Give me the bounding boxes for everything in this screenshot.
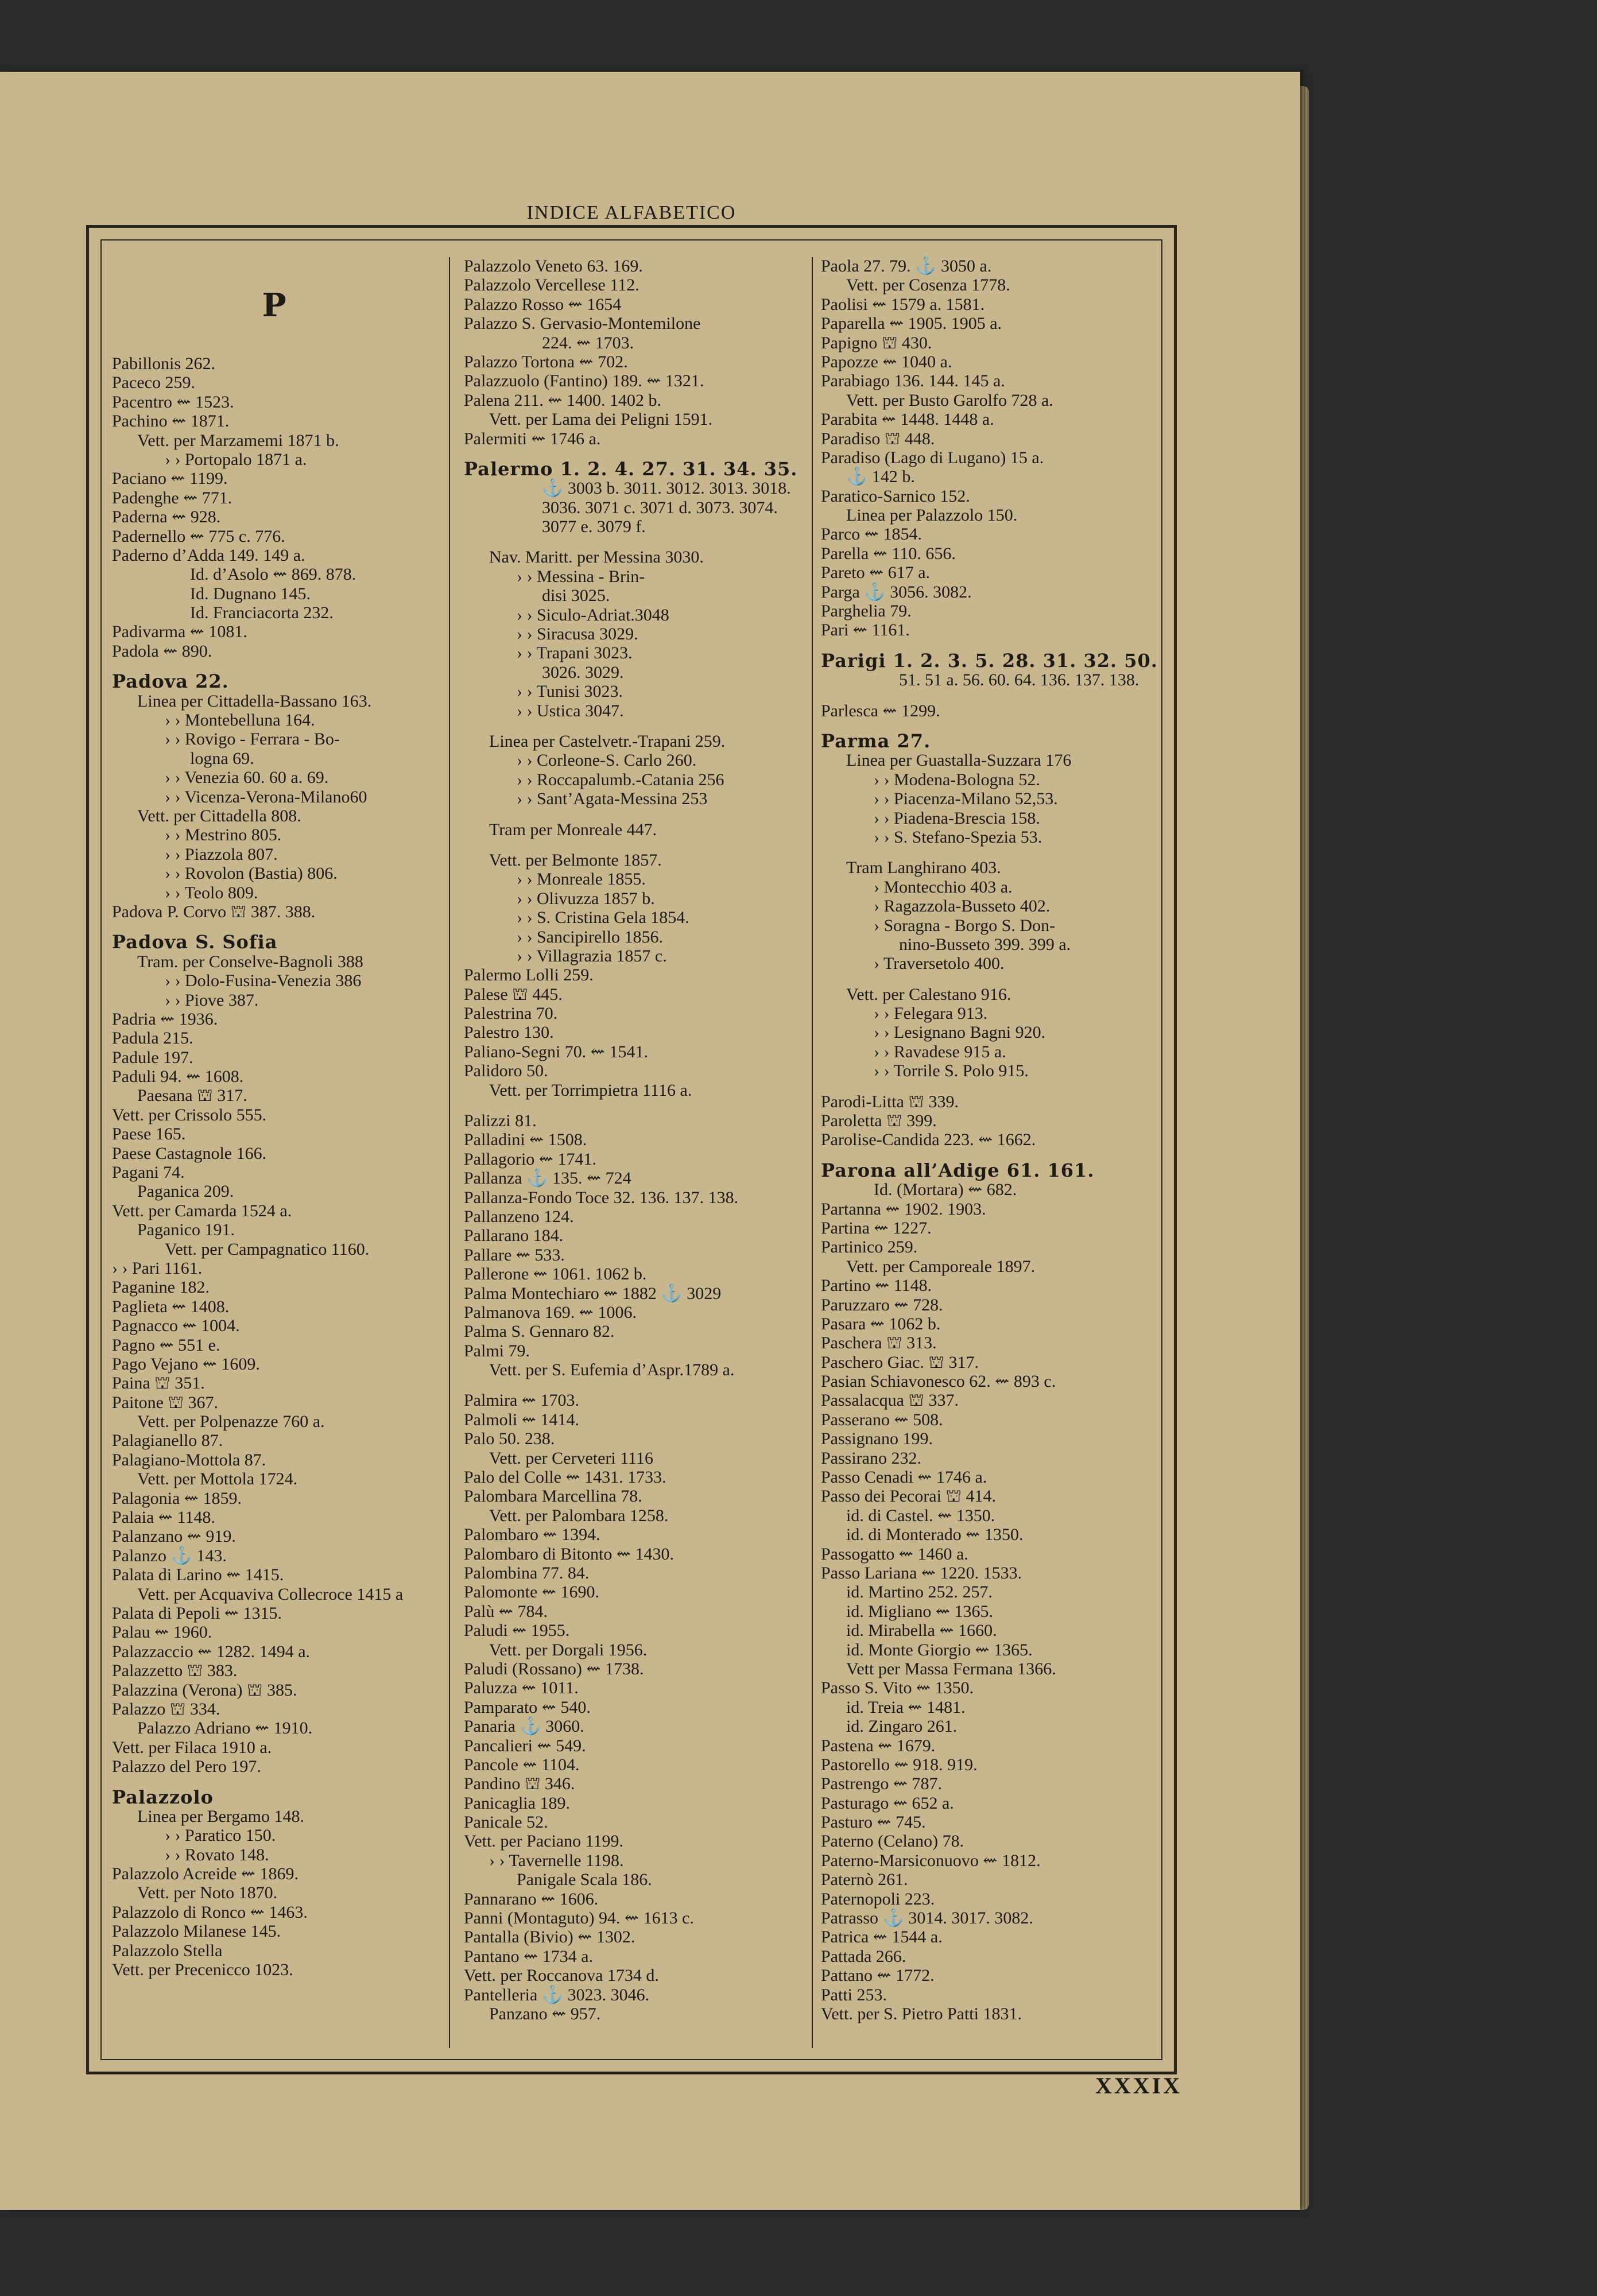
index-entry: Vett. per Crissolo 555. bbox=[112, 1105, 267, 1124]
index-entry: Partina ⇜ 1227. bbox=[821, 1218, 932, 1238]
index-entry: Passo dei Pecorai ⛫ 414. bbox=[821, 1487, 997, 1506]
page-number: XXXIX bbox=[1095, 2073, 1183, 2099]
index-entry: Pari ⇜ 1161. bbox=[821, 620, 910, 640]
index-entry: Vett. per Camporeale 1897. bbox=[846, 1256, 1036, 1276]
index-entry: Pallerone ⇜ 1061. 1062 b. bbox=[464, 1265, 647, 1284]
index-entry: disi 3025. bbox=[542, 586, 610, 606]
index-entry: Partino ⇜ 1148. bbox=[821, 1276, 932, 1296]
index-entry: Parlesca ⇜ 1299. bbox=[821, 701, 940, 720]
index-entry: › › Tunisi 3023. bbox=[517, 682, 623, 701]
line-gap bbox=[821, 690, 1171, 701]
index-entry: Vett. per Roccanova 1734 d. bbox=[464, 1966, 659, 1985]
index-entry: Palau ⇜ 1960. bbox=[112, 1623, 212, 1642]
index-entry: Paluzza ⇜ 1011. bbox=[464, 1678, 579, 1698]
index-entry: Pagnacco ⇜ 1004. bbox=[112, 1316, 240, 1336]
index-entry: › › Siculo-Adriat.3048 bbox=[517, 605, 669, 625]
index-entry: › › Mestrino 805. bbox=[165, 825, 282, 845]
index-entry: Parolise-Candida 223. ⇜ 1662. bbox=[821, 1130, 1036, 1150]
index-entry: Passo S. Vito ⇜ 1350. bbox=[821, 1678, 974, 1698]
index-entry: Parco ⇜ 1854. bbox=[821, 525, 922, 544]
index-entry: Pasian Schiavonesco 62. ⇜ 893 c. bbox=[821, 1372, 1056, 1391]
index-entry: Linea per Bergamo 148. bbox=[137, 1806, 305, 1826]
index-entry: Vett. per Acquaviva Collecroce 1415 a bbox=[137, 1584, 404, 1604]
index-entry: Palazzo Rosso ⇜ 1654 bbox=[464, 294, 622, 314]
index-entry: Pantalla (Bivio) ⇜ 1302. bbox=[464, 1927, 635, 1947]
index-entry: Id. (Mortara) ⇜ 682. bbox=[874, 1180, 1017, 1200]
index-entry: id. Zingaro 261. bbox=[846, 1717, 958, 1736]
index-entry: Paparella ⇜ 1905. 1905 a. bbox=[821, 314, 1002, 333]
index-entry: Palazzo Tortona ⇜ 702. bbox=[464, 352, 628, 371]
index-entry: Paolisi ⇜ 1579 a. 1581. bbox=[821, 294, 985, 314]
section-letter: P bbox=[262, 286, 286, 324]
index-entry: › › Villagrazia 1857 c. bbox=[517, 946, 667, 965]
index-entry: Paitone ⛫ 367. bbox=[112, 1393, 219, 1412]
index-entry: Panicaglia 189. bbox=[464, 1793, 570, 1813]
index-entry: › › Pari 1161. bbox=[112, 1258, 203, 1278]
index-entry: Palo 50. 238. bbox=[464, 1429, 555, 1449]
index-entry: Vett. per Dorgali 1956. bbox=[489, 1640, 648, 1659]
index-entry: 3036. 3071 c. 3071 d. 3073. 3074. bbox=[542, 498, 778, 517]
index-entry: Palagonia ⇜ 1859. bbox=[112, 1488, 242, 1508]
index-entry: Padria ⇜ 1936. bbox=[112, 1009, 218, 1029]
index-entry: Palladini ⇜ 1508. bbox=[464, 1130, 587, 1150]
index-entry: Palombara Marcellina 78. bbox=[464, 1487, 642, 1506]
index-entry: › › Lesignano Bagni 920. bbox=[874, 1023, 1046, 1042]
column-separator-2 bbox=[812, 257, 813, 2048]
index-entry: Vett. per Palombara 1258. bbox=[489, 1506, 669, 1525]
index-headword: Parigi 1. 2. 3. 5. 28. 31. 32. 50. bbox=[821, 649, 1158, 672]
index-entry: Palazzuolo (Fantino) 189. ⇜ 1321. bbox=[464, 371, 704, 391]
index-entry: Pattano ⇜ 1772. bbox=[821, 1966, 935, 1985]
index-entry: Paina ⛫ 351. bbox=[112, 1374, 205, 1393]
index-entry: Pacentro ⇜ 1523. bbox=[112, 392, 234, 412]
index-entry: Paroletta ⛫ 399. bbox=[821, 1111, 937, 1131]
index-entry: Palazzolo Stella bbox=[112, 1941, 223, 1960]
index-entry: Vett. per Paciano 1199. bbox=[464, 1832, 623, 1851]
index-entry: Patrasso ⚓ 3014. 3017. 3082. bbox=[821, 1909, 1033, 1928]
index-entry: id. Treia ⇜ 1481. bbox=[846, 1697, 966, 1717]
index-entry: Passalacqua ⛫ 337. bbox=[821, 1391, 959, 1410]
index-entry: Palmi 79. bbox=[464, 1341, 530, 1360]
index-entry: Nav. Maritt. per Messina 3030. bbox=[489, 548, 704, 567]
index-entry: Pandino ⛫ 346. bbox=[464, 1774, 575, 1794]
index-entry: Paola 27. 79. ⚓ 3050 a. bbox=[821, 257, 992, 276]
index-entry: Vett. per Camarda 1524 a. bbox=[112, 1201, 292, 1220]
index-entry: › › Trapani 3023. bbox=[517, 643, 633, 663]
page-header: INDICE ALFABETICO bbox=[526, 202, 737, 223]
index-entry: Vett. per Calestano 916. bbox=[846, 984, 1011, 1004]
index-entry: Palizzi 81. bbox=[464, 1111, 537, 1131]
index-entry: Pasara ⇜ 1062 b. bbox=[821, 1314, 941, 1333]
index-entry: Vett. per Belmonte 1857. bbox=[489, 850, 662, 870]
index-entry: Paese 165. bbox=[112, 1124, 186, 1144]
index-entry: Palazzolo Acreide ⇜ 1869. bbox=[112, 1864, 299, 1884]
index-column-3 bbox=[821, 257, 1171, 2059]
index-entry: Paciano ⇜ 1199. bbox=[112, 469, 228, 488]
index-entry: Pancole ⇜ 1104. bbox=[464, 1755, 580, 1774]
index-entry: Pantano ⇜ 1734 a. bbox=[464, 1946, 594, 1966]
index-entry: Palazzo del Pero 197. bbox=[112, 1757, 261, 1777]
index-entry: Palomonte ⇜ 1690. bbox=[464, 1583, 599, 1602]
index-entry: Pastorello ⇜ 918. 919. bbox=[821, 1755, 978, 1774]
index-entry: Parghelia 79. bbox=[821, 602, 912, 621]
index-entry: Passo Lariana ⇜ 1220. 1533. bbox=[821, 1564, 1022, 1583]
index-entry: Papigno ⛫ 430. bbox=[821, 333, 932, 352]
index-entry: Vett per Massa Fermana 1366. bbox=[846, 1659, 1056, 1678]
index-entry: › › Modena-Bologna 52. bbox=[874, 770, 1040, 789]
index-entry: › › Piadena-Brescia 158. bbox=[874, 808, 1040, 828]
index-entry: Parodi-Litta ⛫ 339. bbox=[821, 1092, 959, 1111]
index-entry: Paruzzaro ⇜ 728. bbox=[821, 1295, 943, 1314]
index-entry: ⚓ 3003 b. 3011. 3012. 3013. 3018. bbox=[542, 479, 791, 498]
index-entry: Panicale 52. bbox=[464, 1813, 548, 1832]
index-entry: › › Tavernelle 1198. bbox=[489, 1851, 624, 1870]
index-entry: › Traversetolo 400. bbox=[874, 954, 1005, 974]
index-entry: › Ragazzola-Busseto 402. bbox=[874, 897, 1051, 916]
index-entry: Pallanzeno 124. bbox=[464, 1207, 574, 1226]
index-entry: › › Piazzola 807. bbox=[165, 844, 278, 864]
index-entry: Id. Dugnano 145. bbox=[190, 584, 311, 603]
index-entry: Vett. per Filaca 1910 a. bbox=[112, 1737, 272, 1757]
index-entry: › › Ustica 3047. bbox=[517, 701, 624, 720]
index-entry: Pallare ⇜ 533. bbox=[464, 1245, 565, 1265]
index-entry: Palmoli ⇜ 1414. bbox=[464, 1410, 579, 1429]
line-gap bbox=[464, 720, 808, 732]
index-entry: Palma Montechiaro ⇜ 1882 ⚓ 3029 bbox=[464, 1283, 722, 1303]
index-entry: Palazzo Adriano ⇜ 1910. bbox=[137, 1719, 313, 1738]
index-entry: Palidoro 50. bbox=[464, 1061, 548, 1081]
index-entry: Palazzo S. Gervasio-Montemilone bbox=[464, 314, 701, 333]
index-entry: Palazzolo Veneto 63. 169. bbox=[464, 257, 643, 276]
index-entry: Pareto ⇜ 617 a. bbox=[821, 563, 931, 583]
line-gap bbox=[464, 809, 808, 820]
index-entry: Papozze ⇜ 1040 a. bbox=[821, 352, 952, 371]
index-entry: › › Paratico 150. bbox=[165, 1826, 276, 1845]
index-entry: Parabita ⇜ 1448. 1448 a. bbox=[821, 410, 994, 429]
index-entry: Passogatto ⇜ 1460 a. bbox=[821, 1544, 968, 1564]
index-entry: Padule 197. bbox=[112, 1048, 193, 1067]
index-entry: Paratico-Sarnico 152. bbox=[821, 486, 970, 506]
index-entry: Palanzo ⚓ 143. bbox=[112, 1546, 227, 1565]
index-entry: › › Venezia 60. 60 a. 69. bbox=[165, 768, 329, 788]
index-entry: Pallagorio ⇜ 1741. bbox=[464, 1149, 596, 1169]
index-entry: Palazzetto ⛫ 383. bbox=[112, 1661, 238, 1681]
line-gap bbox=[464, 1100, 808, 1111]
index-entry: Padenghe ⇜ 771. bbox=[112, 488, 232, 507]
index-entry: Palermiti ⇜ 1746 a. bbox=[464, 429, 601, 448]
line-gap bbox=[464, 536, 808, 548]
index-entry: Pabillonis 262. bbox=[112, 354, 216, 373]
index-entry: Linea per Cittadella-Bassano 163. bbox=[137, 691, 372, 711]
index-entry: Paternò 261. bbox=[821, 1870, 908, 1890]
index-entry: Padernello ⇜ 775 c. 776. bbox=[112, 526, 285, 546]
index-entry: › Soragna - Borgo S. Don- bbox=[874, 916, 1056, 935]
index-entry: Vett. per Noto 1870. bbox=[137, 1883, 278, 1903]
line-gap bbox=[821, 1081, 1171, 1092]
index-entry: › › Teolo 809. bbox=[165, 883, 258, 902]
index-entry: Passignano 199. bbox=[821, 1429, 933, 1449]
index-column-1 bbox=[112, 257, 436, 2059]
index-entry: › › S. Stefano-Spezia 53. bbox=[874, 827, 1042, 847]
index-entry: Paganine 182. bbox=[112, 1278, 210, 1297]
index-entry: Paschera ⛫ 313. bbox=[821, 1333, 937, 1353]
index-entry: Padivarma ⇜ 1081. bbox=[112, 622, 247, 642]
index-entry: Linea per Guastalla-Suzzara 176 bbox=[846, 751, 1072, 770]
index-entry: › › Piacenza-Milano 52,53. bbox=[874, 789, 1058, 809]
index-entry: Partinico 259. bbox=[821, 1238, 918, 1257]
index-entry: Id. d’Asolo ⇜ 869. 878. bbox=[190, 565, 356, 584]
index-entry: Pancalieri ⇜ 549. bbox=[464, 1736, 586, 1755]
index-entry: › › Sancipirello 1856. bbox=[517, 927, 663, 947]
index-entry: id. di Monterado ⇜ 1350. bbox=[846, 1525, 1024, 1545]
index-entry: Palombina 77. 84. bbox=[464, 1564, 590, 1583]
index-entry: id. Monte Giorgio ⇜ 1365. bbox=[846, 1640, 1033, 1659]
index-entry: Padula 215. bbox=[112, 1029, 193, 1048]
index-entry: › › Dolo-Fusina-Venezia 386 bbox=[165, 971, 362, 991]
index-entry: › › Corleone-S. Carlo 260. bbox=[517, 751, 697, 770]
index-entry: Id. Franciacorta 232. bbox=[190, 603, 334, 623]
index-entry: Pastena ⇜ 1679. bbox=[821, 1736, 936, 1755]
index-entry: Pagani 74. bbox=[112, 1163, 185, 1182]
index-entry: › › Siracusa 3029. bbox=[517, 625, 638, 644]
index-entry: Paterno (Celano) 78. bbox=[821, 1832, 964, 1851]
index-headword: Parma 27. bbox=[821, 730, 931, 752]
index-entry: › › Montebelluna 164. bbox=[165, 711, 315, 730]
index-entry: Padova P. Corvo ⛫ 387. 388. bbox=[112, 902, 316, 921]
index-entry: Vett. per Cerveteri 1116 bbox=[489, 1448, 654, 1468]
index-entry: Paludi ⇜ 1955. bbox=[464, 1621, 570, 1640]
index-entry: Palo del Colle ⇜ 1431. 1733. bbox=[464, 1468, 666, 1487]
index-entry: Pachino ⇜ 1871. bbox=[112, 412, 230, 431]
index-entry: Passirano 232. bbox=[821, 1448, 921, 1468]
index-entry: Linea per Palazzolo 150. bbox=[846, 506, 1018, 525]
index-entry: › › Felegara 913. bbox=[874, 1004, 988, 1023]
index-entry: Parabiago 136. 144. 145 a. bbox=[821, 371, 1005, 391]
index-headword: Palermo 1. 2. 4. 27. 31. 34. 35. bbox=[464, 457, 798, 480]
index-entry: Palestro 130. bbox=[464, 1023, 554, 1042]
index-entry: Patrica ⇜ 1544 a. bbox=[821, 1927, 943, 1947]
index-entry: ⚓ 142 b. bbox=[846, 467, 915, 487]
index-entry: › › Olivuzza 1857 b. bbox=[517, 889, 655, 908]
index-entry: › › Sant’Agata-Messina 253 bbox=[517, 789, 708, 809]
line-gap bbox=[821, 847, 1171, 858]
index-entry: Vett. per Torrimpietra 1116 a. bbox=[489, 1080, 692, 1100]
index-entry: Tram. per Conselve-Bagnoli 388 bbox=[137, 952, 363, 971]
index-column-2 bbox=[464, 257, 808, 2059]
index-entry: 3026. 3029. bbox=[542, 662, 624, 682]
index-entry: Palazzina (Verona) ⛫ 385. bbox=[112, 1680, 297, 1700]
index-entry: Pago Vejano ⇜ 1609. bbox=[112, 1354, 260, 1374]
index-entry: Palmanova 169. ⇜ 1006. bbox=[464, 1302, 637, 1322]
index-entry: › › Rovato 148. bbox=[165, 1845, 269, 1864]
index-headword: Padova 22. bbox=[112, 670, 229, 693]
index-entry: Vett. per Busto Garolfo 728 a. bbox=[846, 390, 1053, 410]
line-gap bbox=[464, 1379, 808, 1391]
index-entry: Linea per Castelvetr.-Trapani 259. bbox=[489, 731, 726, 751]
index-entry: Paradiso (Lago di Lugano) 15 a. bbox=[821, 448, 1044, 467]
column-separator-1 bbox=[449, 257, 450, 2048]
index-headword: Palazzolo bbox=[112, 1786, 214, 1808]
index-entry: id. Mirabella ⇜ 1660. bbox=[846, 1621, 997, 1640]
index-entry: Paternopoli 223. bbox=[821, 1889, 935, 1909]
index-entry: Tram per Monreale 447. bbox=[489, 820, 657, 839]
index-entry: Parga ⚓ 3056. 3082. bbox=[821, 582, 972, 602]
index-entry: › › Messina - Brin- bbox=[517, 567, 645, 586]
index-entry: id. Martino 252. 257. bbox=[846, 1583, 993, 1602]
index-entry: Vett. per Cittadella 808. bbox=[137, 806, 301, 825]
index-entry: Palazzolo Milanese 145. bbox=[112, 1922, 281, 1941]
index-entry: Palanzano ⇜ 919. bbox=[112, 1527, 236, 1546]
index-entry: Palagianello 87. bbox=[112, 1431, 223, 1450]
index-entry: › › Torrile S. Polo 915. bbox=[874, 1061, 1029, 1081]
index-entry: Panni (Montaguto) 94. ⇜ 1613 c. bbox=[464, 1909, 694, 1928]
index-headword: Parona all’Adige 61. 161. bbox=[821, 1159, 1095, 1181]
index-entry: › › Ravadese 915 a. bbox=[874, 1042, 1006, 1061]
index-entry: Palombaro di Bitonto ⇜ 1430. bbox=[464, 1544, 674, 1564]
index-entry: Paterno-Marsiconuovo ⇜ 1812. bbox=[821, 1851, 1041, 1870]
index-entry: Patti 253. bbox=[821, 1985, 887, 2004]
index-entry: Paesana ⛫ 317. bbox=[137, 1086, 247, 1106]
index-entry: Pasturo ⇜ 745. bbox=[821, 1813, 926, 1832]
index-entry: Partanna ⇜ 1902. 1903. bbox=[821, 1199, 986, 1219]
index-entry: Pallanza-Fondo Toce 32. 136. 137. 138. bbox=[464, 1188, 739, 1207]
index-entry: › › Piove 387. bbox=[165, 990, 259, 1010]
index-entry: Pannarano ⇜ 1606. bbox=[464, 1889, 599, 1909]
index-entry: Pattada 266. bbox=[821, 1946, 906, 1966]
index-entry: › Montecchio 403 a. bbox=[874, 877, 1013, 897]
index-entry: Palazzolo Vercellese 112. bbox=[464, 276, 639, 295]
index-entry: Pastrengo ⇜ 787. bbox=[821, 1774, 942, 1794]
index-entry: › › Rovolon (Bastia) 806. bbox=[165, 864, 338, 883]
index-headword: Padova S. Sofia bbox=[112, 931, 278, 953]
index-entry: Palmira ⇜ 1703. bbox=[464, 1391, 579, 1410]
index-entry: Paganico 191. bbox=[137, 1220, 235, 1240]
index-entry: Palena 211. ⇜ 1400. 1402 b. bbox=[464, 390, 661, 410]
index-entry: Paglieta ⇜ 1408. bbox=[112, 1297, 230, 1316]
index-entry: Pallarano 184. bbox=[464, 1226, 564, 1246]
index-entry: Vett. per Precenicco 1023. bbox=[112, 1960, 293, 1980]
index-entry: Palazzolo di Ronco ⇜ 1463. bbox=[112, 1902, 308, 1922]
index-entry: Vett. per Campagnatico 1160. bbox=[165, 1239, 370, 1259]
index-entry: Vett. per S. Eufemia d’Aspr.1789 a. bbox=[489, 1360, 735, 1380]
index-entry: Paderna ⇜ 928. bbox=[112, 507, 221, 527]
index-entry: Palma S. Gennaro 82. bbox=[464, 1322, 615, 1341]
index-entry: Panzano ⇜ 957. bbox=[489, 2004, 601, 2023]
index-entry: Paderno d’Adda 149. 149 a. bbox=[112, 545, 305, 565]
index-entry: Vett. per Cosenza 1778. bbox=[846, 276, 1010, 295]
index-entry: Vett. per Mottola 1724. bbox=[137, 1469, 298, 1489]
index-entry: Tram Langhirano 403. bbox=[846, 858, 1001, 878]
index-entry: › › Vicenza-Verona-Milano60 bbox=[165, 787, 367, 806]
index-entry: Passerano ⇜ 508. bbox=[821, 1410, 943, 1429]
index-entry: Paradiso ⛫ 448. bbox=[821, 429, 935, 448]
index-entry: Panigale Scala 186. bbox=[517, 1870, 652, 1890]
index-entry: Palombaro ⇜ 1394. bbox=[464, 1525, 600, 1545]
index-entry: Paduli 94. ⇜ 1608. bbox=[112, 1067, 244, 1087]
index-entry: Vett. per S. Pietro Patti 1831. bbox=[821, 2004, 1022, 2023]
index-entry: Paganica 209. bbox=[137, 1182, 234, 1201]
index-entry: logna 69. bbox=[190, 748, 254, 768]
index-entry: › › S. Cristina Gela 1854. bbox=[517, 908, 689, 928]
index-entry: › › Portopalo 1871 a. bbox=[165, 449, 307, 469]
index-entry: Paludi (Rossano) ⇜ 1738. bbox=[464, 1659, 644, 1678]
index-entry: Pantelleria ⚓ 3023. 3046. bbox=[464, 1985, 650, 2004]
index-entry: Palagiano-Mottola 87. bbox=[112, 1450, 266, 1469]
index-entry: Palazzaccio ⇜ 1282. 1494 a. bbox=[112, 1642, 311, 1661]
index-entry: Palata di Larino ⇜ 1415. bbox=[112, 1565, 284, 1585]
index-entry: Vett. per Polpenazze 760 a. bbox=[137, 1412, 325, 1432]
index-entry: › › Rovigo - Ferrara - Bo- bbox=[165, 730, 340, 749]
index-entry: nino-Busseto 399. 399 a. bbox=[899, 934, 1071, 954]
index-entry: Pagno ⇜ 551 e. bbox=[112, 1335, 220, 1355]
index-entry: Palù ⇜ 784. bbox=[464, 1601, 548, 1621]
index-entry: › › Monreale 1855. bbox=[517, 870, 646, 889]
index-entry: Palata di Pepoli ⇜ 1315. bbox=[112, 1604, 282, 1623]
index-entry: Passo Cenadi ⇜ 1746 a. bbox=[821, 1468, 987, 1487]
line-gap bbox=[821, 974, 1171, 985]
line-gap bbox=[464, 839, 808, 851]
index-entry: Vett. per Lama dei Peligni 1591. bbox=[489, 410, 713, 429]
index-entry: 224. ⇜ 1703. bbox=[542, 333, 634, 352]
index-entry: Pasturago ⇜ 652 a. bbox=[821, 1793, 954, 1813]
index-entry: Palese ⛫ 445. bbox=[464, 984, 563, 1004]
index-entry: Palaia ⇜ 1148. bbox=[112, 1508, 215, 1527]
index-entry: Paschero Giac. ⛫ 317. bbox=[821, 1352, 979, 1372]
index-entry: Paese Castagnole 166. bbox=[112, 1143, 267, 1163]
index-entry: Pallanza ⚓ 135. ⇜ 724 bbox=[464, 1169, 631, 1188]
index-entry: Palazzo ⛫ 334. bbox=[112, 1699, 220, 1719]
index-entry: › › Roccapalumb.-Catania 256 bbox=[517, 770, 724, 789]
index-entry: Panaria ⚓ 3060. bbox=[464, 1717, 584, 1736]
index-entry: Paceco 259. bbox=[112, 373, 195, 393]
index-entry: Palestrina 70. bbox=[464, 1004, 558, 1023]
index-entry: Palermo Lolli 259. bbox=[464, 965, 594, 985]
index-entry: Vett. per Marzamemi 1871 b. bbox=[137, 430, 339, 450]
index-entry: Padola ⇜ 890. bbox=[112, 641, 212, 661]
index-entry: id. Migliano ⇜ 1365. bbox=[846, 1601, 993, 1621]
index-entry: 51. 51 a. 56. 60. 64. 136. 137. 138. bbox=[899, 670, 1139, 690]
index-entry: 3077 e. 3079 f. bbox=[542, 517, 646, 537]
index-entry: Pamparato ⇜ 540. bbox=[464, 1697, 591, 1717]
index-entry: Parella ⇜ 110. 656. bbox=[821, 544, 956, 563]
index-entry: id. di Castel. ⇜ 1350. bbox=[846, 1506, 995, 1525]
index-entry: Paliano-Segni 70. ⇜ 1541. bbox=[464, 1042, 648, 1061]
